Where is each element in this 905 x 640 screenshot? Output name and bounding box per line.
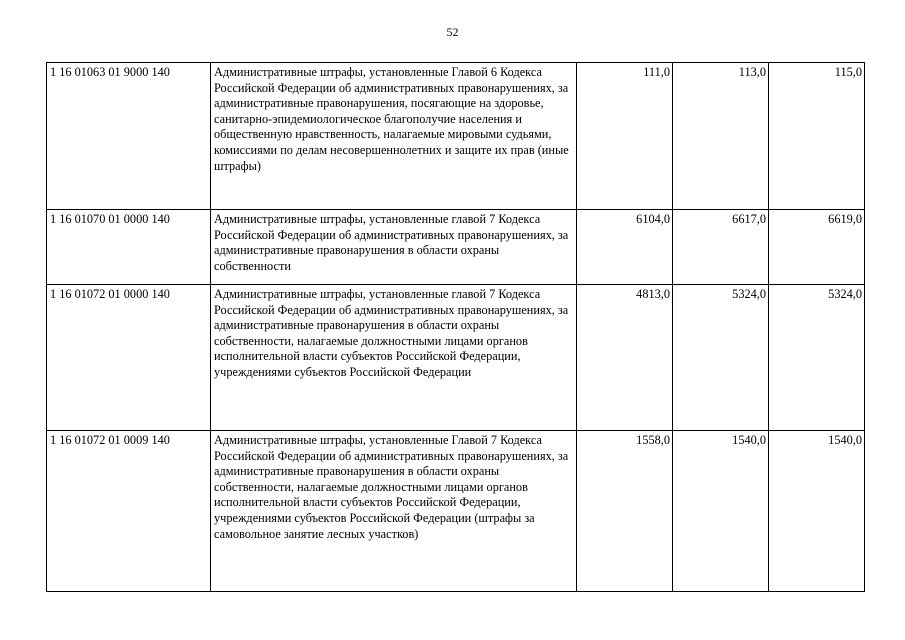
table-row — [47, 63, 865, 210]
value-year-3: 115,0 — [769, 63, 865, 210]
budget-code: 1 16 01070 01 0000 140 — [47, 210, 211, 285]
value-year-3: 1540,0 — [769, 431, 865, 592]
value-year-1: 6104,0 — [577, 210, 673, 285]
value-year-1: 4813,0 — [577, 285, 673, 431]
budget-code: 1 16 01063 01 9000 140 — [47, 63, 211, 210]
income-description: Административные штрафы, установленные главой 7 Кодекса Российской Федерации об административных правонарушениях, за административные правонарушения в области охраны собственности — [211, 210, 577, 285]
income-description: Административные штрафы, установленные Главой 6 Кодекса Российской Федерации об административных правонарушениях, за административные правонарушения, посягающие на здоровье, санитарно-эпидемиологическое благополучие населения и общественную нравственность, налагаемые мировыми судьями, комиссиями по делам несовершеннолетних и защите их прав (иные штрафы) — [211, 63, 577, 210]
income-description: Административные штрафы, установленные главой 7 Кодекса Российской Федерации об административных правонарушениях, за административные правонарушения в области охраны собственности, налагаемые должностными лицами органов исполнительной власти субъектов Российской Федерации, учреждениями субъектов Российской Федерации — [211, 285, 577, 431]
table-row — [47, 285, 865, 431]
budget-table — [46, 62, 865, 592]
value-year-3: 5324,0 — [769, 285, 865, 431]
value-year-2: 113,0 — [673, 63, 769, 210]
budget-code: 1 16 01072 01 0000 140 — [47, 285, 211, 431]
value-year-2: 5324,0 — [673, 285, 769, 431]
budget-code: 1 16 01072 01 0009 140 — [47, 431, 211, 592]
value-year-1: 111,0 — [577, 63, 673, 210]
value-year-2: 6617,0 — [673, 210, 769, 285]
income-description: Административные штрафы, установленные Главой 7 Кодекса Российской Федерации об административных правонарушениях, за административные правонарушения в области охраны собственности, налагаемые должностными лицами органов исполнительной власти субъектов Российской Федерации, учреждениями субъектов Российской Федерации (штрафы за самовольное занятие лесных участков) — [211, 431, 577, 592]
table-row — [47, 210, 865, 285]
value-year-3: 6619,0 — [769, 210, 865, 285]
page-number: 52 — [446, 25, 459, 39]
value-year-2: 1540,0 — [673, 431, 769, 592]
table-row — [47, 431, 865, 592]
value-year-1: 1558,0 — [577, 431, 673, 592]
